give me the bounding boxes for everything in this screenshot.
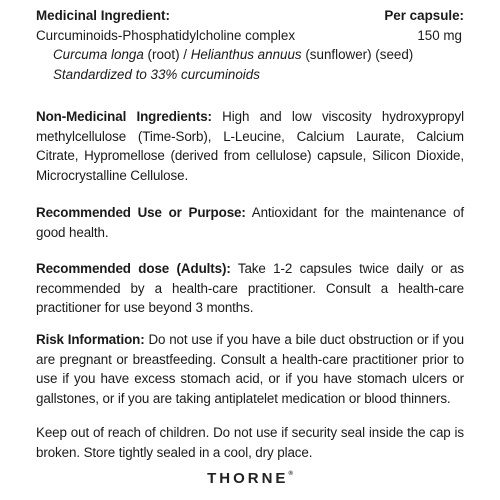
risk-information-heading: Risk Information: (36, 332, 145, 347)
source-part-1: (root) / (143, 47, 191, 62)
medicinal-ingredient-section (36, 6, 464, 84)
source-part-2: (sunflower) (seed) (301, 47, 414, 62)
ingredient-row (36, 26, 464, 46)
standardization-note: Standardized to 33% curcuminoids (53, 66, 260, 82)
recommended-use-text: Antioxidant for the maintenance of good health. (36, 205, 464, 240)
non-medicinal-heading: Non-Medicinal Ingredients: (36, 109, 212, 124)
brand-logo (0, 470, 500, 487)
non-medicinal-text: High and low viscosity hydroxypropyl methylcellulose (Time-Sorb), L-Leucine, Calcium Laurate, Calcium Citrate, Hypromellose (derived from cellulose) capsule, Silicon Dioxide, Microcrystalline Cellulose. (36, 109, 464, 183)
ingredient-source (36, 45, 464, 65)
ingredient-name: Curcuminoids-Phosphatidylcholine complex (36, 27, 296, 43)
medicinal-ingredient-heading: Medicinal Ingredient: (36, 8, 170, 23)
ingredient-amount: 150 mg (417, 27, 462, 43)
recommended-dose-text: Take 1-2 capsules twice daily or as recommended by a health-care practitioner. Consult a health-care practitioner for use beyond 3 months. (36, 261, 464, 315)
storage-warning: Keep out of reach of children. Do not use if security seal inside the cap is broken. Store tightly sealed in a cool, dry place. (36, 425, 464, 460)
risk-information-text: Do not use if you have a bile duct obstruction or if you are pregnant or breastfeeding. Consult a health-care practitioner prior to use if you have excess stomach acid, or if you have stomach ulcers or gallstones, or if you are taking antiplatelet medication or blood thinners. (36, 332, 464, 406)
recommended-dose-heading: Recommended dose (Adults): (36, 261, 231, 276)
non-medicinal-ingredients (36, 107, 464, 185)
registered-mark: ® (288, 471, 293, 477)
recommended-use (36, 203, 464, 242)
recommended-use-heading: Recommended Use or Purpose: (36, 205, 246, 220)
per-capsule-label: Per capsule: (384, 8, 464, 23)
risk-information (36, 330, 464, 408)
medicinal-header-row (36, 6, 464, 26)
source-species-1: Curcuma longa (53, 47, 144, 62)
source-species-2: Helianthus annuus (190, 47, 302, 62)
brand-name: THORNE (207, 470, 289, 487)
recommended-dose (36, 259, 464, 318)
